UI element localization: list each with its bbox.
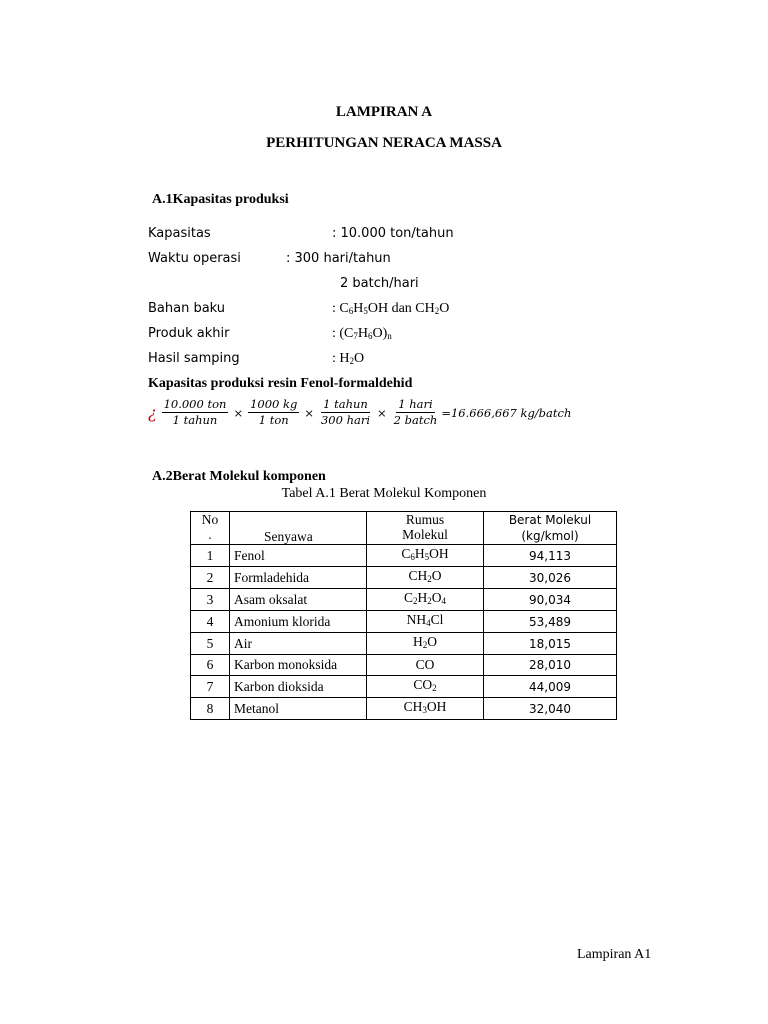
- fraction-1: $\frac{\text{10.000 ton}}{\text{1 tahun}}$: [163, 397, 227, 427]
- cell-senyawa: Air: [230, 633, 367, 655]
- cell-senyawa: Formladehida: [230, 567, 367, 589]
- page-title: LAMPIRAN A: [335, 104, 433, 120]
- cell-no: 7: [191, 676, 230, 698]
- header-berat-molekul: Berat Molekul (kg/kmol): [484, 512, 617, 545]
- cell-berat-molekul: 94,113: [484, 545, 617, 567]
- produk-akhir-label: Produk akhir: [148, 326, 230, 341]
- cell-berat-molekul: 53,489: [484, 611, 617, 633]
- cell-no: 4: [191, 611, 230, 633]
- cell-no: 6: [191, 655, 230, 676]
- cell-rumus: $C_6H_5OH$: [367, 545, 484, 567]
- table-header-row: [191, 512, 617, 545]
- page-subtitle: PERHITUNGAN NERACA MASSA: [266, 135, 502, 151]
- cell-senyawa: Fenol: [230, 545, 367, 567]
- page-footer: Lampiran A1: [577, 947, 652, 962]
- cell-senyawa: Metanol: [230, 698, 367, 720]
- waktu-operasi-label: Waktu operasi: [148, 251, 241, 266]
- bahan-baku-value: : $C_6H_5OH$ dan $CH_2O$: [332, 301, 450, 316]
- cell-rumus: $H_2O$: [367, 633, 484, 655]
- cell-rumus: $CH_2O$: [367, 567, 484, 589]
- cell-berat-molekul: 90,034: [484, 589, 617, 611]
- section-heading-a1: A.1Kapasitas produksi: [152, 192, 289, 207]
- capacity-formula: ¿ $\frac{\text{10.000 ton}}{\text{1 tahun}}$ × $\frac{1000 kg}{\text{1 ton}}$ × $\frac{\text{1 tahun}}{\text{300 hari}}$ × $\frac{\text{1 hari}}{\text{2 batch}}$ =16.666,667 kg/batch: [148, 397, 572, 427]
- table-caption: Tabel A.1 Berat Molekul Komponen: [281, 486, 487, 501]
- table-row: [191, 698, 617, 720]
- hasil-samping-value: : $H_2O$: [332, 351, 365, 366]
- cell-no: 1: [191, 545, 230, 567]
- formula-mark: ¿: [148, 403, 157, 422]
- molecular-weight-table: [190, 511, 617, 720]
- cell-no: 8: [191, 698, 230, 720]
- cell-rumus: $CH_3OH$: [367, 698, 484, 720]
- table-row: [191, 589, 617, 611]
- cell-senyawa: Asam oksalat: [230, 589, 367, 611]
- cell-berat-molekul: 32,040: [484, 698, 617, 720]
- waktu-operasi-value: : 300 hari/tahun: [286, 251, 391, 266]
- fraction-3: $\frac{\text{1 tahun}}{\text{300 hari}}$: [320, 397, 371, 427]
- cell-berat-molekul: 44,009: [484, 676, 617, 698]
- bahan-baku-label: Bahan baku: [148, 301, 226, 316]
- cell-senyawa: Amonium klorida: [230, 611, 367, 633]
- table-row: [191, 545, 617, 567]
- hasil-samping-label: Hasil samping: [148, 351, 240, 366]
- header-no: No .: [191, 512, 230, 545]
- section-heading-a2: A.2Berat Molekul komponen: [152, 469, 326, 484]
- kapasitas-label: Kapasitas: [148, 226, 211, 241]
- produk-akhir-value: : $(C_7H_6O)_n$: [332, 326, 392, 341]
- header-senyawa: Senyawa: [230, 512, 367, 545]
- cell-senyawa: Karbon dioksida: [230, 676, 367, 698]
- cell-no: 3: [191, 589, 230, 611]
- fraction-4: $\frac{\text{1 hari}}{\text{2 batch}}$: [393, 397, 438, 427]
- header-rumus: Rumus Molekul: [367, 512, 484, 545]
- cell-no: 2: [191, 567, 230, 589]
- cell-rumus: $NH_4Cl$: [367, 611, 484, 633]
- cell-berat-molekul: 18,015: [484, 633, 617, 655]
- formula-result: =16.666,667 kg/batch: [441, 405, 572, 420]
- table-row: [191, 567, 617, 589]
- cell-berat-molekul: 30,026: [484, 567, 617, 589]
- table-row: [191, 611, 617, 633]
- table-row: [191, 633, 617, 655]
- batch-value: 2 batch/hari: [340, 276, 419, 291]
- cell-rumus: $CO_2$: [367, 676, 484, 698]
- cell-rumus: CO: [367, 655, 484, 676]
- cell-rumus: $C_2H_2O_4$: [367, 589, 484, 611]
- table-row: [191, 655, 617, 676]
- fraction-2: $\frac{1000 kg}{\text{1 ton}}$: [250, 397, 298, 427]
- cell-berat-molekul: 28,010: [484, 655, 617, 676]
- kapasitas-value: : 10.000 ton/tahun: [332, 226, 454, 241]
- cell-senyawa: Karbon monoksida: [230, 655, 367, 676]
- table-row: [191, 676, 617, 698]
- capacity-heading: Kapasitas produksi resin Fenol-formaldehid: [148, 376, 413, 391]
- cell-no: 5: [191, 633, 230, 655]
